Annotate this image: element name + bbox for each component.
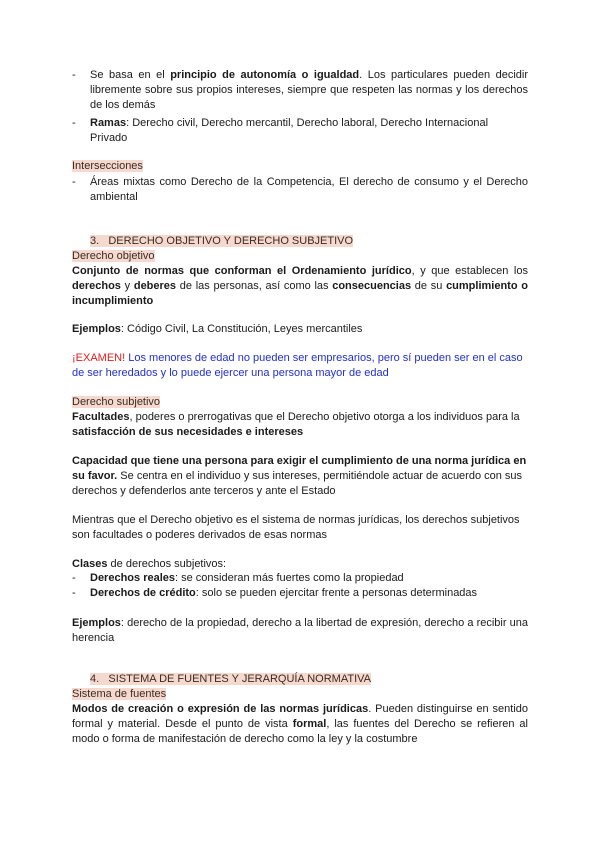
list-item: - Se basa en el principio de autonomía o igualdad. Los particulares pueden decidir libremente sobre sus propios intereses, siempre que respeten las normas y los derechos de los demás — [72, 69, 528, 111]
list-item-derechos-reales: - Derechos reales: se consideran más fuertes como la propiedad — [72, 572, 404, 584]
intersecciones-heading: Intersecciones — [72, 160, 143, 172]
bullet-dash: - — [72, 587, 76, 599]
sistema-fuentes-heading: Sistema de fuentes — [72, 688, 167, 700]
mientras-paragraph: Mientras que el Derecho objetivo es el sistema de normas jurídicas, los derechos subjetivos son facultades o poderes derivados de esas normas — [72, 514, 520, 541]
derecho-subjetivo-heading: Derecho subjetivo — [72, 396, 161, 408]
bullet-dash: - — [72, 69, 76, 81]
facultades-paragraph: Facultades, poderes o prerrogativas que el Derecho objetivo otorga a los individuos para la satisfacción de sus necesidades e intereses — [72, 411, 520, 438]
ejemplos-objetivo: Ejemplos: Código Civil, La Constitución, Leyes mercantiles — [72, 323, 363, 335]
list-item-ramas: - Ramas: Derecho civil, Derecho mercantil, Derecho laboral, Derecho Internacional Privado — [72, 117, 489, 144]
derecho-objetivo-heading: Derecho objetivo — [72, 250, 155, 262]
ejemplos-subjetivo: Ejemplos: derecho de la propiedad, derecho a la libertad de expresión, derecho a recibir una herencia — [72, 617, 528, 644]
modos-paragraph: Modos de creación o expresión de las normas jurídicas. Pueden distinguirse en sentido formal y material. Desde el punto de vista formal, las fuentes del Derecho se refieren al modo o forma de manifestación de derecho como la ley y la costumbre — [72, 703, 528, 745]
capacidad-paragraph: Capacidad que tiene una persona para exigir el cumplimiento de una norma jurídica en su favor. Se centra en el individuo y sus intereses, permitiéndole actuar de acuerdo con sus derechos y defenderlos ante terceros y ante el Estado — [72, 455, 527, 497]
exam-note: ¡EXAMEN! Los menores de edad no pueden ser empresarios, pero sí pueden ser en el caso de ser heredados y lo puede ejercer una persona mayor de edad — [72, 352, 523, 379]
list-item-derechos-credito: - Derechos de crédito: solo se pueden ejercitar frente a personas determinadas — [72, 587, 478, 599]
section-4-heading: 4. SISTEMA DE FUENTES Y JERARQUÍA NORMATIVA — [90, 673, 371, 685]
bullet-dash: - — [72, 572, 76, 584]
clases-paragraph: Clases de derechos subjetivos: — [72, 558, 227, 570]
bullet-dash: - — [72, 117, 76, 129]
list-item-intersecciones: - Áreas mixtas como Derecho de la Competencia, El derecho de consumo y el Derecho ambiental — [72, 176, 528, 203]
derecho-objetivo-definition: Conjunto de normas que conforman el Ordenamiento jurídico, y que establecen los derechos y deberes de las personas, así como las consecuencias de su cumplimiento o incumplimiento — [72, 265, 528, 307]
bullet-dash: - — [72, 176, 76, 188]
section-3-heading: 3. DERECHO OBJETIVO Y DERECHO SUBJETIVO — [90, 235, 354, 247]
